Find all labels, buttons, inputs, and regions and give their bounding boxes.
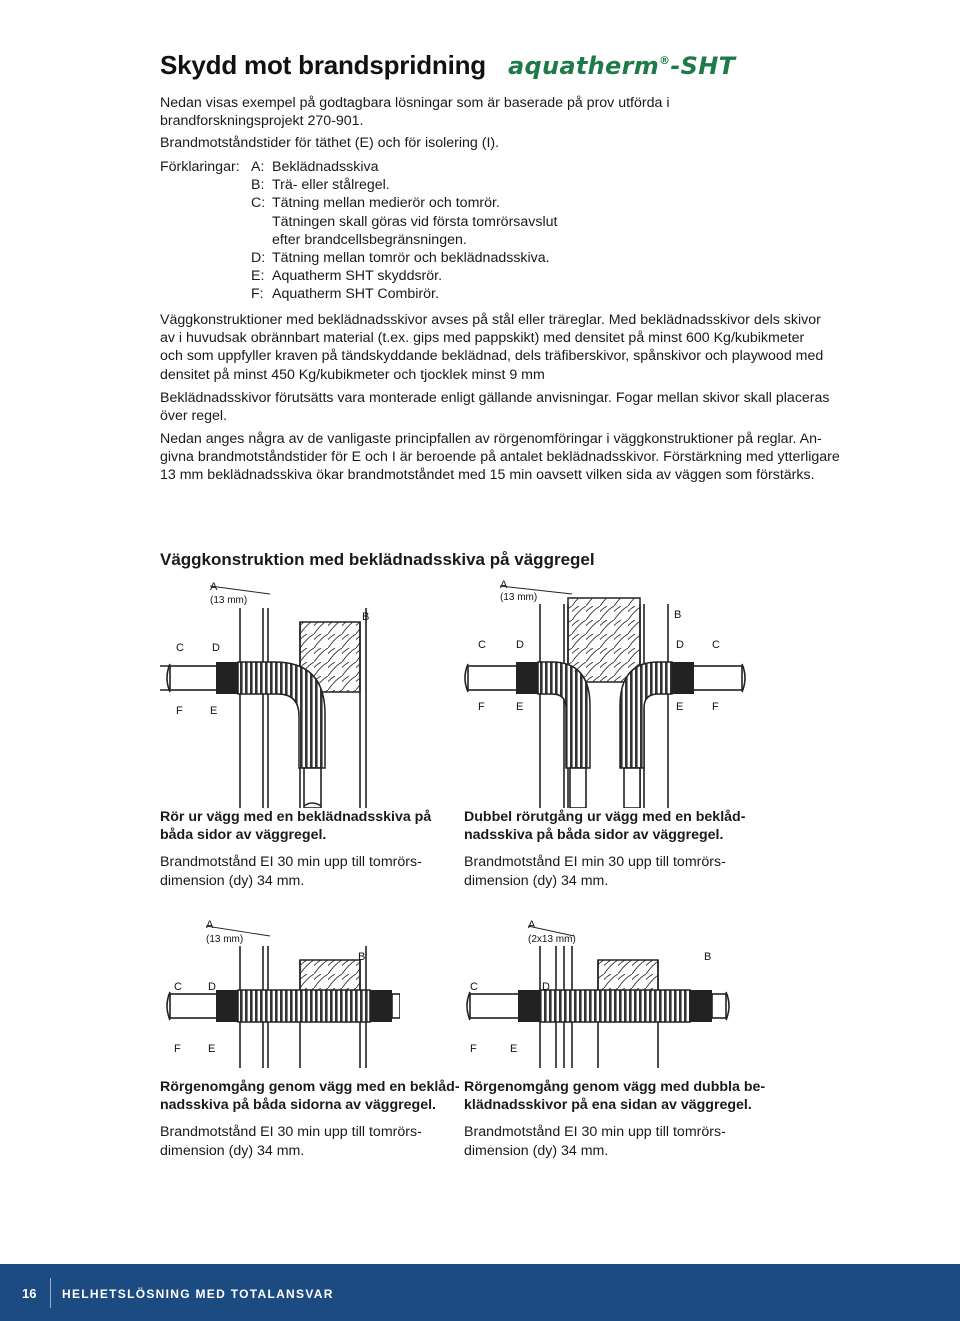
caption-text: dimension (dy) 34 mm.: [464, 872, 609, 889]
intro-line: Brandmotståndstider för täthet (E) och för isolering (I).: [160, 135, 500, 152]
label-f: F: [470, 1043, 477, 1055]
legend-item-e: E: Aquatherm SHT skyddsrör.: [251, 268, 443, 285]
caption-2: [464, 808, 764, 890]
caption-text: Brandmotstånd EI 30 min upp till tomrörs-: [160, 1124, 422, 1141]
label-a: A: [500, 579, 508, 591]
caption-text: Brandmotstånd EI 30 min upp till tomrörs-: [464, 1124, 726, 1141]
label-a: A: [210, 581, 218, 593]
figure-through-wall: [160, 918, 400, 1068]
label-d: D: [542, 981, 550, 993]
footer-divider: [50, 1278, 51, 1308]
page-title: Skydd mot brandspridning: [160, 50, 486, 80]
footer-bar: [0, 1264, 960, 1321]
label-c: C: [712, 639, 720, 651]
label-c: C: [174, 981, 182, 993]
label-f: F: [176, 705, 183, 717]
label-e: E: [208, 1043, 216, 1055]
caption-title: båda sidor av väggregel.: [160, 827, 327, 844]
body-paragraph-1: [160, 311, 850, 384]
caption-title: Rörgenomgång genom vägg med en beklåd-: [160, 1079, 460, 1095]
caption-title: klädnadsskivor på ena sidan av väggregel.: [464, 1097, 752, 1114]
legend-item-d: D: Tätning mellan tomrör och beklädnadsskiva.: [251, 250, 550, 267]
label-e: E: [210, 705, 218, 717]
intro-paragraph: [160, 94, 850, 153]
legend-heading: Förklaringar:: [160, 159, 240, 175]
label-d: D: [676, 639, 684, 651]
caption-title: Dubbel rörutgång ur vägg med en beklåd-: [464, 809, 746, 825]
label-f: F: [712, 701, 719, 713]
label-a: A: [206, 919, 214, 931]
caption-text: Brandmotstånd EI min 30 upp till tomrörs-: [464, 854, 726, 871]
figure-single-outlet: [160, 578, 400, 808]
text-line: Väggkonstruktioner med beklädnadsskivor avses på stål eller träreglar. Med beklädnadsskivor dels skivor: [160, 312, 821, 328]
brand-logo: [508, 52, 735, 80]
label-c: C: [478, 639, 486, 651]
label-d: D: [516, 639, 524, 651]
brand-name: aquatherm: [508, 52, 660, 80]
legend-item-c-line: Tätningen skall göras vid första tomrörsavslut: [272, 213, 558, 230]
caption-3: [160, 1078, 460, 1160]
text-line: av i huvudsak obrännbart material (t.ex. gips med pappskikt) med densitet på minst 600 Kg/kubikmeter: [160, 330, 805, 347]
label-thickness: (13 mm): [206, 934, 244, 945]
label-b: B: [362, 611, 370, 623]
label-thickness: (2x13 mm): [528, 934, 576, 945]
caption-text: Brandmotstånd EI 30 min upp till tomrörs-: [160, 854, 422, 871]
intro-line: brandforskningsprojekt 270-901.: [160, 113, 364, 130]
label-d: D: [212, 642, 220, 654]
text-line: 13 mm beklädnadsskiva ökar brandmotståndet med 15 min oavsett vilken sida av väggen som förstärks.: [160, 467, 815, 484]
body-paragraph-2: [160, 389, 850, 425]
stud-b: [568, 598, 640, 682]
legend-item-f: F: Aquatherm SHT Combirör.: [251, 286, 439, 303]
label-e: E: [510, 1043, 518, 1055]
page-number: 16: [22, 1286, 37, 1301]
text-line: Nedan anges några av de vanligaste principfallen av rörgenomföringar i väggkonstruktioner på reglar. An-: [160, 431, 822, 447]
caption-text: dimension (dy) 34 mm.: [160, 1142, 305, 1159]
text-line: Beklädnadsskivor förutsätts vara monterade enligt gällande anvisningar. Fogar mellan skivor skall placeras: [160, 390, 830, 406]
legend-item-c-line: efter brandcellsbegränsningen.: [272, 231, 467, 248]
caption-title: Rörgenomgång genom vägg med dubbla be-: [464, 1079, 766, 1095]
text-line: och som uppfyller kraven på tändskyddande beklädnad, dels träfiberskivor, spånskivor och playwood med: [160, 348, 824, 365]
figure-double-outlet: [460, 578, 750, 808]
label-f: F: [478, 701, 485, 713]
label-e: E: [676, 701, 684, 713]
figure-through-wall-double-board: [464, 918, 734, 1068]
section-heading: Väggkonstruktion med beklädnadsskiva på väggregel: [160, 550, 595, 569]
label-b: B: [358, 951, 366, 963]
label-b: B: [674, 609, 682, 621]
text-line: givna brandmotståndstider för E och I är beroende på antalet beklädnadsskivor. Förstärkning med ytterligare: [160, 449, 840, 466]
label-a: A: [528, 919, 536, 931]
legend-item-b: B: Trä- eller stålregel.: [251, 177, 390, 194]
label-b: B: [704, 951, 712, 963]
brand-registered: ®: [659, 54, 671, 67]
brand-suffix: -SHT: [670, 52, 736, 80]
label-c: C: [470, 981, 478, 993]
intro-line: Nedan visas exempel på godtagbara lösningar som är baserade på prov utförda i: [160, 95, 670, 111]
caption-text: dimension (dy) 34 mm.: [464, 1142, 609, 1159]
label-f: F: [174, 1043, 181, 1055]
caption-4: [464, 1078, 764, 1160]
legend-item-c: C: Tätning mellan medierör och tomrör.: [251, 195, 500, 212]
body-paragraph-3: [160, 430, 850, 485]
footer-label: HELHETSLÖSNING MED TOTALANSVAR: [62, 1287, 334, 1301]
label-c: C: [176, 642, 184, 654]
caption-title: nadsskiva på båda sidorna av väggregel.: [160, 1097, 436, 1114]
title-row: [160, 50, 735, 81]
text-line: över regel.: [160, 408, 228, 425]
legend-item-a: A: Beklädnadsskiva: [251, 159, 379, 175]
label-thickness: (13 mm): [210, 595, 248, 606]
text-line: densitet på minst 450 Kg/kubikmeter och tjocklek minst 9 mm: [160, 366, 545, 383]
caption-title: nadsskiva på båda sidor av väggregel.: [464, 827, 724, 844]
label-d: D: [208, 981, 216, 993]
label-e: E: [516, 701, 524, 713]
caption-text: dimension (dy) 34 mm.: [160, 872, 305, 889]
caption-title: Rör ur vägg med en beklädnadsskiva på: [160, 809, 432, 825]
caption-1: [160, 808, 460, 890]
label-thickness: (13 mm): [500, 592, 538, 603]
protective-pipe-e: [238, 662, 325, 768]
